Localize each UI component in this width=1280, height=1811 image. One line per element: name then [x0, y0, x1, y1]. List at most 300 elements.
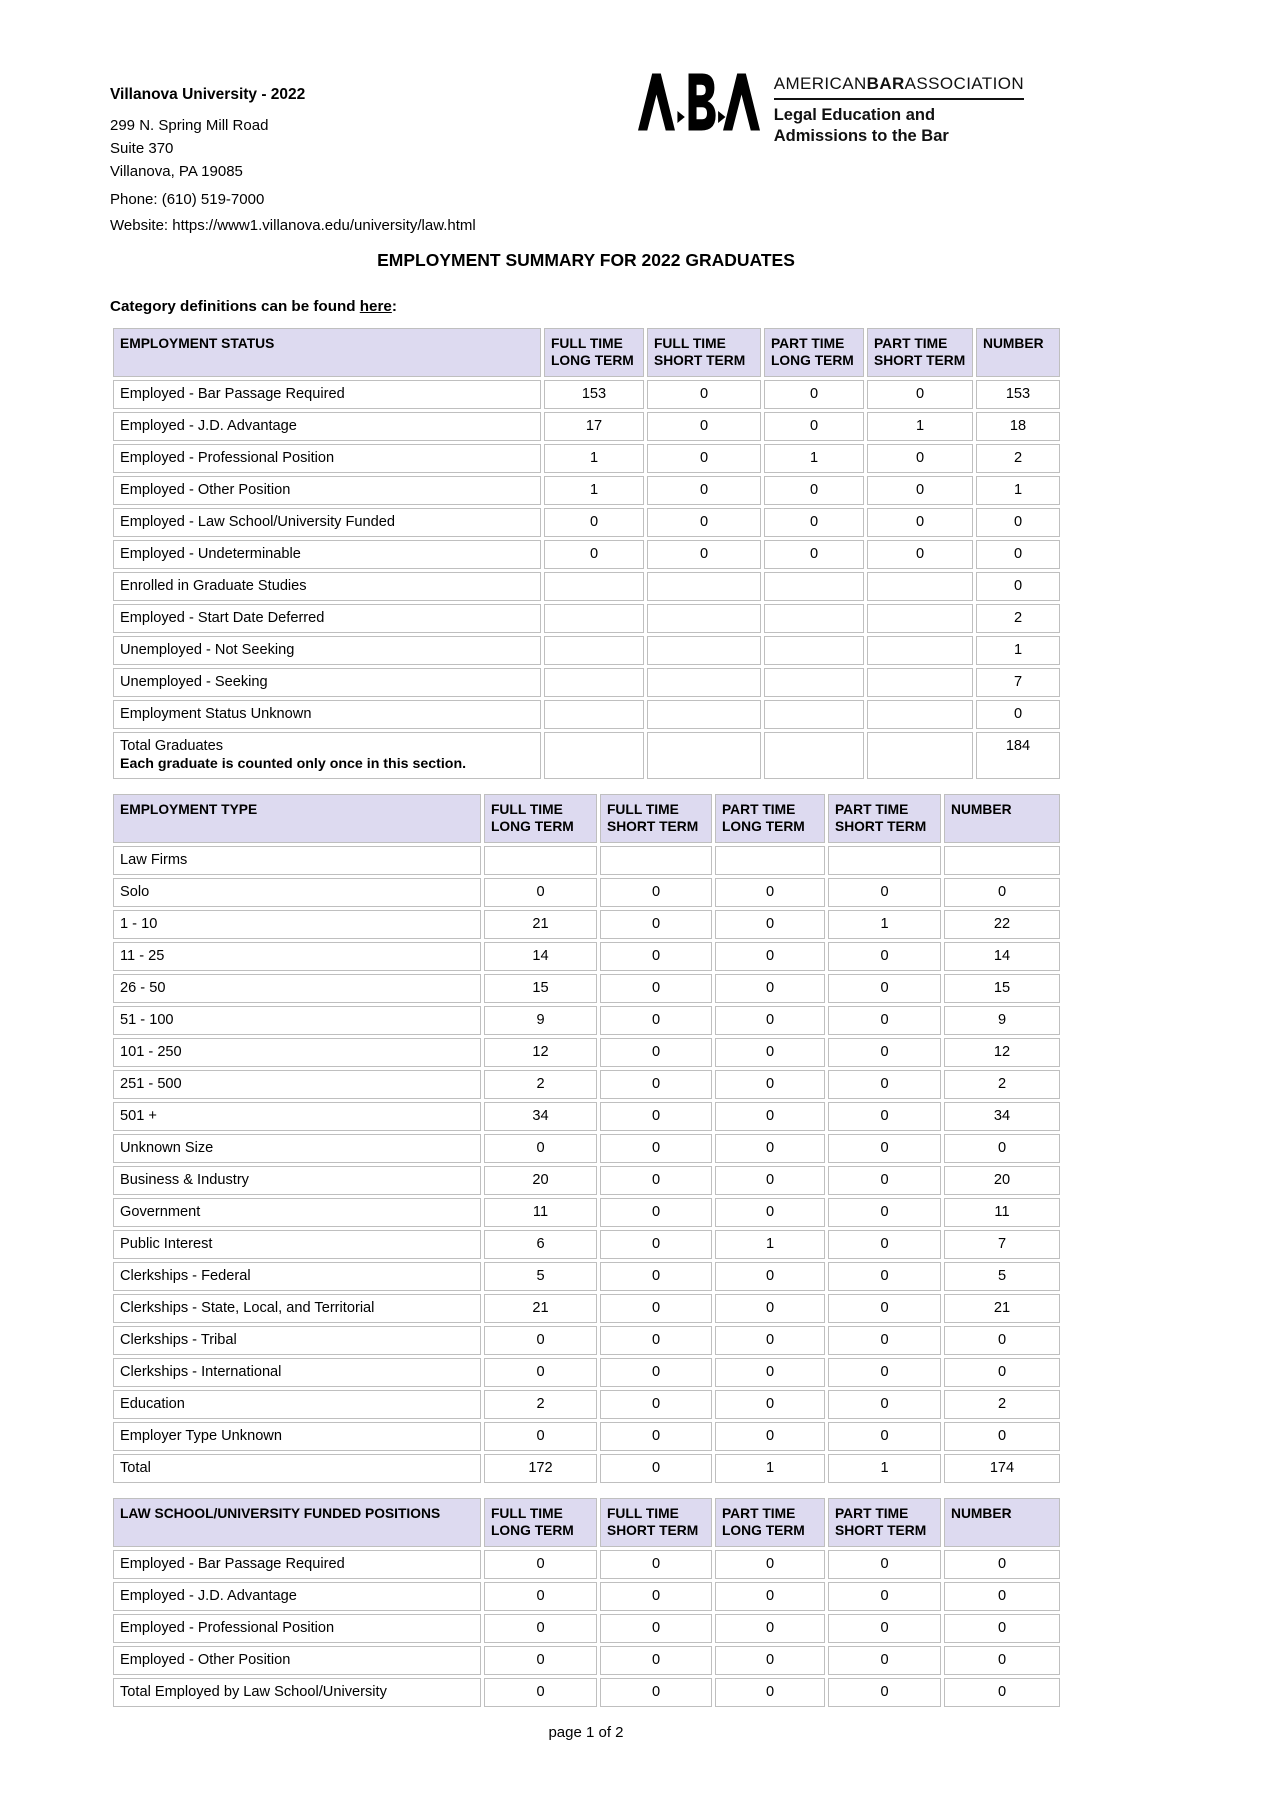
school-info: [110, 72, 476, 234]
value-cell: 0: [484, 1646, 597, 1675]
table-row: [113, 700, 1060, 729]
value-cell: 11: [484, 1198, 597, 1227]
value-cell: 0: [867, 540, 973, 569]
value-cell: 0: [600, 1358, 712, 1387]
value-cell: 0: [715, 1614, 825, 1643]
table-row: [113, 1134, 1060, 1163]
column-header: NUMBER: [944, 794, 1060, 843]
table-row: [113, 636, 1060, 665]
value-cell: 0: [484, 1326, 597, 1355]
value-cell: 0: [828, 942, 941, 971]
value-cell: 34: [944, 1102, 1060, 1131]
column-header: PART TIME LONG TERM: [764, 328, 864, 377]
value-cell: 21: [944, 1294, 1060, 1323]
value-cell: 0: [544, 540, 644, 569]
value-cell: 0: [600, 942, 712, 971]
table-row: [113, 846, 1060, 875]
value-cell: 2: [484, 1390, 597, 1419]
value-cell: 0: [600, 1678, 712, 1707]
value-cell: 20: [484, 1166, 597, 1195]
value-cell: 0: [600, 1230, 712, 1259]
value-cell: 0: [600, 1582, 712, 1611]
row-label: Employed - Bar Passage Required: [113, 380, 541, 409]
table-row: [113, 380, 1060, 409]
column-header: FULL TIME SHORT TERM: [600, 1498, 712, 1547]
row-label: 51 - 100: [113, 1006, 481, 1035]
row-label: Employed - Start Date Deferred: [113, 604, 541, 633]
value-cell: [867, 604, 973, 633]
value-cell: 0: [647, 444, 761, 473]
value-cell: 1: [715, 1454, 825, 1483]
value-cell: 0: [867, 444, 973, 473]
value-cell: 0: [715, 1006, 825, 1035]
row-label: Employed - J.D. Advantage: [113, 412, 541, 441]
row-label: Employed - Bar Passage Required: [113, 1550, 481, 1579]
row-label: Clerkships - Tribal: [113, 1326, 481, 1355]
aba-logo: [638, 72, 1062, 147]
row-label: Unemployed - Not Seeking: [113, 636, 541, 665]
value-cell: [647, 668, 761, 697]
table-header-row: [113, 794, 1060, 843]
table-row: [113, 1646, 1060, 1675]
phone-line: Phone: (610) 519-7000: [110, 191, 265, 208]
page-title: EMPLOYMENT SUMMARY FOR 2022 GRADUATES: [377, 250, 795, 270]
value-cell: [867, 572, 973, 601]
address-line-2: Suite 370: [110, 140, 174, 157]
value-cell: 9: [484, 1006, 597, 1035]
row-label: Unemployed - Seeking: [113, 668, 541, 697]
column-header: NUMBER: [976, 328, 1060, 377]
row-label: Clerkships - International: [113, 1358, 481, 1387]
column-header: FULL TIME SHORT TERM: [647, 328, 761, 377]
value-cell: 0: [828, 1358, 941, 1387]
row-label: Solo: [113, 878, 481, 907]
org-tagline-1: Legal Education and: [773, 106, 936, 124]
value-cell: 0: [828, 1166, 941, 1195]
table-row: [113, 604, 1060, 633]
value-cell: [867, 668, 973, 697]
value-cell: 0: [828, 1070, 941, 1099]
value-cell: [764, 668, 864, 697]
category-definitions-line: Category definitions can be found here:: [110, 298, 397, 315]
value-cell: 21: [484, 910, 597, 939]
table-row: [113, 1262, 1060, 1291]
value-cell: 0: [715, 1134, 825, 1163]
value-cell: 2: [944, 1390, 1060, 1419]
value-cell: 0: [867, 380, 973, 409]
value-cell: 0: [715, 942, 825, 971]
value-cell: 0: [715, 1678, 825, 1707]
value-cell: [647, 636, 761, 665]
row-label: Employed - Other Position: [113, 1646, 481, 1675]
value-cell: 0: [647, 508, 761, 537]
row-label: Employed - Professional Position: [113, 1614, 481, 1643]
table-row: [113, 412, 1060, 441]
table-header-row: [113, 328, 1060, 377]
table-row: [113, 1038, 1060, 1067]
table-row: [113, 732, 1060, 779]
value-cell: 0: [484, 1134, 597, 1163]
value-cell: [647, 732, 761, 779]
value-cell: [544, 604, 644, 633]
value-cell: 0: [715, 878, 825, 907]
table-row: [113, 476, 1060, 505]
value-cell: [764, 732, 864, 779]
value-cell: 0: [944, 1614, 1060, 1643]
value-cell: 0: [944, 1134, 1060, 1163]
row-label: Employed - Other Position: [113, 476, 541, 505]
value-cell: [647, 572, 761, 601]
table-title-cell: LAW SCHOOL/UNIVERSITY FUNDED POSITIONS: [113, 1498, 481, 1547]
value-cell: 0: [944, 1550, 1060, 1579]
value-cell: 0: [715, 1166, 825, 1195]
value-cell: 0: [715, 974, 825, 1003]
table-row: [113, 1294, 1060, 1323]
value-cell: 0: [600, 1134, 712, 1163]
column-header: PART TIME SHORT TERM: [828, 794, 941, 843]
value-cell: 0: [828, 1390, 941, 1419]
value-cell: 0: [828, 1326, 941, 1355]
column-header: PART TIME LONG TERM: [715, 1498, 825, 1547]
value-cell: 7: [976, 668, 1060, 697]
table-row: [113, 1614, 1060, 1643]
aba-wordmark: [774, 72, 1024, 147]
value-cell: 0: [944, 1678, 1060, 1707]
row-label: Business & Industry: [113, 1166, 481, 1195]
table-row: [113, 1006, 1060, 1035]
value-cell: 0: [544, 508, 644, 537]
value-cell: 0: [715, 1582, 825, 1611]
value-cell: 0: [600, 1422, 712, 1451]
value-cell: 5: [484, 1262, 597, 1291]
value-cell: 0: [944, 1646, 1060, 1675]
value-cell: 1: [544, 476, 644, 505]
value-cell: 2: [484, 1070, 597, 1099]
value-cell: 11: [944, 1198, 1060, 1227]
value-cell: 7: [944, 1230, 1060, 1259]
value-cell: 0: [828, 1230, 941, 1259]
value-cell: 14: [944, 942, 1060, 971]
table-row: [113, 942, 1060, 971]
table-row: [113, 1166, 1060, 1195]
value-cell: 0: [715, 1294, 825, 1323]
value-cell: [544, 572, 644, 601]
value-cell: 6: [484, 1230, 597, 1259]
employment-status-table: [110, 325, 1063, 782]
value-cell: 15: [484, 974, 597, 1003]
row-label: Employed - Professional Position: [113, 444, 541, 473]
value-cell: 0: [828, 1550, 941, 1579]
value-cell: [544, 636, 644, 665]
value-cell: 2: [944, 1070, 1060, 1099]
value-cell: 0: [600, 1198, 712, 1227]
row-label: Total: [113, 1454, 481, 1483]
value-cell: 0: [944, 1582, 1060, 1611]
value-cell: 0: [764, 380, 864, 409]
value-cell: 0: [715, 1422, 825, 1451]
value-cell: 0: [600, 1006, 712, 1035]
aba-logo-icon: [638, 72, 760, 132]
value-cell: 0: [828, 1262, 941, 1291]
value-cell: 0: [600, 1294, 712, 1323]
value-cell: 0: [764, 508, 864, 537]
value-cell: 0: [600, 1102, 712, 1131]
value-cell: 18: [976, 412, 1060, 441]
row-label: 501 +: [113, 1102, 481, 1131]
value-cell: 2: [976, 604, 1060, 633]
value-cell: 153: [544, 380, 644, 409]
value-cell: [484, 846, 597, 875]
value-cell: 0: [600, 1646, 712, 1675]
value-cell: [867, 636, 973, 665]
value-cell: 0: [828, 1198, 941, 1227]
value-cell: 153: [976, 380, 1060, 409]
value-cell: 0: [600, 1454, 712, 1483]
row-label: 1 - 10: [113, 910, 481, 939]
row-label: Total Employed by Law School/University: [113, 1678, 481, 1707]
value-cell: 0: [484, 878, 597, 907]
value-cell: 0: [715, 1646, 825, 1675]
value-cell: 0: [764, 540, 864, 569]
value-cell: 21: [484, 1294, 597, 1323]
table-row: [113, 1550, 1060, 1579]
column-header: FULL TIME SHORT TERM: [600, 794, 712, 843]
value-cell: 0: [715, 1038, 825, 1067]
table-row: [113, 1454, 1060, 1483]
value-cell: 0: [867, 476, 973, 505]
page-header: [110, 0, 1062, 234]
value-cell: 0: [828, 1038, 941, 1067]
table-row: [113, 572, 1060, 601]
value-cell: 0: [600, 974, 712, 1003]
value-cell: 20: [944, 1166, 1060, 1195]
value-cell: 0: [484, 1358, 597, 1387]
table-row: [113, 974, 1060, 1003]
value-cell: 34: [484, 1102, 597, 1131]
value-cell: 0: [715, 1326, 825, 1355]
value-cell: [764, 636, 864, 665]
value-cell: 0: [600, 1038, 712, 1067]
value-cell: [544, 732, 644, 779]
table-row: [113, 878, 1060, 907]
value-cell: 1: [976, 476, 1060, 505]
row-label: Total Graduates Each graduate is counted only once in this section.: [113, 732, 541, 779]
value-cell: 0: [828, 1102, 941, 1131]
row-note: Each graduate is counted only once in this section.: [120, 756, 467, 772]
value-cell: 0: [828, 1582, 941, 1611]
table-row: [113, 668, 1060, 697]
value-cell: 0: [976, 700, 1060, 729]
column-header: FULL TIME LONG TERM: [484, 1498, 597, 1547]
column-header: FULL TIME LONG TERM: [484, 794, 597, 843]
table-header-row: [113, 1498, 1060, 1547]
table-row: [113, 1230, 1060, 1259]
table-row: [113, 1102, 1060, 1131]
employment-type-table: [110, 791, 1063, 1486]
value-cell: 0: [600, 1326, 712, 1355]
value-cell: 12: [484, 1038, 597, 1067]
value-cell: 0: [828, 1134, 941, 1163]
value-cell: 0: [828, 1422, 941, 1451]
value-cell: 0: [647, 476, 761, 505]
value-cell: 1: [867, 412, 973, 441]
table-title-cell: EMPLOYMENT STATUS: [113, 328, 541, 377]
value-cell: [647, 700, 761, 729]
row-label: Law Firms: [113, 846, 481, 875]
table-title-cell: EMPLOYMENT TYPE: [113, 794, 481, 843]
value-cell: 172: [484, 1454, 597, 1483]
value-cell: 0: [484, 1678, 597, 1707]
definitions-link[interactable]: here: [359, 298, 392, 315]
value-cell: [600, 846, 712, 875]
value-cell: 0: [715, 1198, 825, 1227]
value-cell: 0: [715, 1358, 825, 1387]
org-name: AMERICANBARASSOCIATION: [773, 74, 1024, 93]
value-cell: 0: [944, 1422, 1060, 1451]
row-label: Employer Type Unknown: [113, 1422, 481, 1451]
value-cell: [715, 846, 825, 875]
table-row: [113, 1422, 1060, 1451]
row-label: 26 - 50: [113, 974, 481, 1003]
value-cell: [828, 846, 941, 875]
funded-positions-table: [110, 1495, 1063, 1710]
table-row: [113, 1582, 1060, 1611]
value-cell: 0: [600, 1070, 712, 1099]
value-cell: 0: [600, 1550, 712, 1579]
value-cell: 0: [976, 572, 1060, 601]
website-line: Website: https://www1.villanova.edu/university/law.html: [110, 217, 476, 234]
value-cell: 0: [944, 878, 1060, 907]
value-cell: 0: [715, 910, 825, 939]
value-cell: 0: [715, 1070, 825, 1099]
value-cell: 1: [828, 910, 941, 939]
value-cell: 0: [600, 1262, 712, 1291]
row-label: Government: [113, 1198, 481, 1227]
value-cell: 0: [715, 1390, 825, 1419]
row-label: Public Interest: [113, 1230, 481, 1259]
value-cell: 0: [600, 1614, 712, 1643]
value-cell: 0: [647, 540, 761, 569]
value-cell: 12: [944, 1038, 1060, 1067]
row-label: Employed - Undeterminable: [113, 540, 541, 569]
value-cell: 0: [976, 508, 1060, 537]
value-cell: [944, 846, 1060, 875]
value-cell: 0: [828, 1294, 941, 1323]
value-cell: 0: [600, 878, 712, 907]
value-cell: [764, 572, 864, 601]
org-tagline-2: Admissions to the Bar: [773, 127, 949, 145]
column-header: PART TIME SHORT TERM: [867, 328, 973, 377]
document-page: [110, 0, 1062, 1741]
value-cell: 0: [484, 1550, 597, 1579]
table-row: [113, 1198, 1060, 1227]
value-cell: 0: [484, 1614, 597, 1643]
value-cell: 0: [647, 380, 761, 409]
value-cell: 9: [944, 1006, 1060, 1035]
value-cell: 0: [647, 412, 761, 441]
value-cell: 2: [976, 444, 1060, 473]
value-cell: 0: [764, 412, 864, 441]
table-row: [113, 1358, 1060, 1387]
value-cell: 0: [944, 1358, 1060, 1387]
value-cell: 17: [544, 412, 644, 441]
value-cell: 5: [944, 1262, 1060, 1291]
value-cell: 1: [764, 444, 864, 473]
value-cell: 1: [828, 1454, 941, 1483]
value-cell: 0: [484, 1422, 597, 1451]
column-header: PART TIME LONG TERM: [715, 794, 825, 843]
school-name: Villanova University - 2022: [110, 86, 306, 103]
table-row: [113, 1070, 1060, 1099]
row-label: 251 - 500: [113, 1070, 481, 1099]
value-cell: 15: [944, 974, 1060, 1003]
value-cell: [764, 700, 864, 729]
value-cell: 22: [944, 910, 1060, 939]
value-cell: [544, 700, 644, 729]
value-cell: 1: [976, 636, 1060, 665]
column-header: PART TIME SHORT TERM: [828, 1498, 941, 1547]
value-cell: 1: [544, 444, 644, 473]
row-label: Clerkships - Federal: [113, 1262, 481, 1291]
table-row: [113, 444, 1060, 473]
value-cell: 0: [828, 1646, 941, 1675]
table-row: [113, 1678, 1060, 1707]
value-cell: 0: [867, 508, 973, 537]
value-cell: [764, 604, 864, 633]
value-cell: 0: [600, 910, 712, 939]
value-cell: [544, 668, 644, 697]
row-label: Employment Status Unknown: [113, 700, 541, 729]
value-cell: 0: [828, 974, 941, 1003]
row-label: Education: [113, 1390, 481, 1419]
row-label: Enrolled in Graduate Studies: [113, 572, 541, 601]
value-cell: 0: [600, 1390, 712, 1419]
value-cell: 0: [764, 476, 864, 505]
table-row: [113, 1390, 1060, 1419]
table-row: [113, 910, 1060, 939]
table-row: [113, 1326, 1060, 1355]
value-cell: 174: [944, 1454, 1060, 1483]
table-row: [113, 508, 1060, 537]
value-cell: 14: [484, 942, 597, 971]
address-line-3: Villanova, PA 19085: [110, 163, 243, 180]
value-cell: 0: [828, 1006, 941, 1035]
value-cell: 0: [715, 1262, 825, 1291]
value-cell: 0: [828, 878, 941, 907]
value-cell: 0: [828, 1678, 941, 1707]
value-cell: 0: [715, 1102, 825, 1131]
value-cell: 0: [484, 1582, 597, 1611]
row-label: Employed - J.D. Advantage: [113, 1582, 481, 1611]
page-number: page 1 of 2: [548, 1724, 624, 1741]
column-header: NUMBER: [944, 1498, 1060, 1547]
row-label: 101 - 250: [113, 1038, 481, 1067]
value-cell: [867, 700, 973, 729]
value-cell: 184: [976, 732, 1060, 779]
address-line-1: 299 N. Spring Mill Road: [110, 117, 269, 134]
value-cell: 1: [715, 1230, 825, 1259]
value-cell: 0: [944, 1326, 1060, 1355]
column-header: FULL TIME LONG TERM: [544, 328, 644, 377]
value-cell: 0: [600, 1166, 712, 1195]
value-cell: 0: [828, 1614, 941, 1643]
row-label: Clerkships - State, Local, and Territorial: [113, 1294, 481, 1323]
table-row: [113, 540, 1060, 569]
row-label: Employed - Law School/University Funded: [113, 508, 541, 537]
value-cell: 0: [715, 1550, 825, 1579]
org-divider: [774, 98, 1024, 100]
row-label: 11 - 25: [113, 942, 481, 971]
